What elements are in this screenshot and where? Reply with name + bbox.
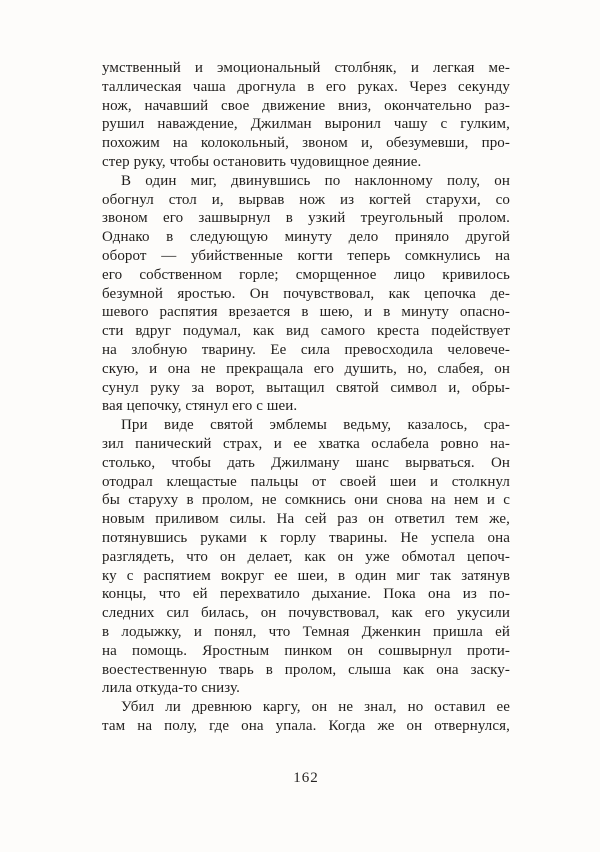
text-line: столько, чтобы дать Джилману шанс вырваться. Он: [102, 454, 510, 471]
paragraph: [102, 59, 510, 172]
text-line: Убил ли древнюю каргу, он не знал, но оставил ее: [121, 699, 510, 716]
text-line: таллическая чаша дрогнула в его руках. Через секунду: [102, 78, 510, 95]
text-line: зил панический страх, и ее хватка ослабела ровно на-: [102, 435, 510, 452]
text-line: сти вдруг подумал, как вид самого креста подействует: [102, 323, 510, 340]
text-line: следних сил билась, он почувствовал, как его укусили: [102, 605, 510, 622]
paragraph: [102, 172, 510, 416]
text-line: ку с распятием вокруг ее шеи, в один миг так затянув: [102, 567, 510, 584]
text-line: Однако в следующую минуту дело приняло другой: [102, 229, 510, 246]
text-line: оборот — убийственные когти теперь сомкнулись на: [102, 247, 510, 264]
text-line: нож, начавший свое движение вниз, окончательно раз-: [102, 97, 510, 114]
text-line: умственный и эмоциональный столбняк, и легкая ме-: [102, 60, 510, 76]
text-line: воестественную тварь в пролом, слыша как она заску-: [102, 661, 510, 678]
text-line: концы, что ей перехватило дыхание. Пока она из по-: [102, 586, 510, 603]
text-line: отодрал клещастые пальцы от своей шеи и столкнул: [102, 473, 510, 490]
text-line: новым приливом силы. На сей раз он ответил тем же,: [102, 511, 510, 528]
text-line: скую, и она не прекращала его душить, но, слабея, он: [102, 360, 510, 377]
text-line: разглядеть, что он делает, как он уже обмотал цепоч-: [102, 548, 510, 565]
text-line: похожим на колокольный, звоном и, обезумевши, про-: [102, 135, 510, 152]
text-line: на злобную тварину. Ее сила превосходила человече-: [102, 341, 510, 358]
text-line: В один миг, двинувшись по наклонному полу, он: [121, 172, 510, 189]
text-line: бы старуху в пролом, не сомкнись они снова на нем и с: [102, 492, 510, 509]
text-line: его собственном горле; сморщенное лицо кривилось: [102, 266, 510, 283]
text-line: стер руку, чтобы остановить чудовищное деяние.: [102, 153, 422, 170]
text-line: вая цепочку, стянул его с шеи.: [102, 398, 298, 415]
text-line: звоном его зашвырнул в узкий треугольный пролом.: [102, 210, 510, 227]
text-line: При виде святой эмблемы ведьму, казалось, сра-: [121, 417, 510, 434]
text-line: там на полу, где она упала. Когда же он отвернулся,: [102, 717, 510, 734]
text-line: рушил наваждение, Джилман выронил чашу с гулким,: [102, 116, 510, 133]
text-line: в лодыжку, и понял, что Темная Дженкин пришла ей: [102, 623, 510, 640]
text-line: потянувшись руками к горлу тварины. Не успела она: [102, 529, 510, 546]
text-block: [102, 59, 510, 736]
text-line: обогнул стол и, вырвав нож из когтей старухи, со: [102, 191, 510, 208]
page-number: 162: [293, 770, 319, 786]
text-line: сунул руку за ворот, вытащил святой символ и, обры-: [102, 379, 510, 396]
text-line: безумной яростью. Он почувствовал, как цепочка де-: [102, 285, 510, 302]
text-line: на помощь. Яростным пинком он сошвырнул проти-: [102, 642, 510, 659]
text-line: лила откуда-то снизу.: [102, 680, 240, 697]
text-line: шевого распятия врезается в шею, и в минуту опасно-: [102, 304, 510, 321]
paragraph: [102, 698, 510, 736]
paragraph: [102, 416, 510, 698]
